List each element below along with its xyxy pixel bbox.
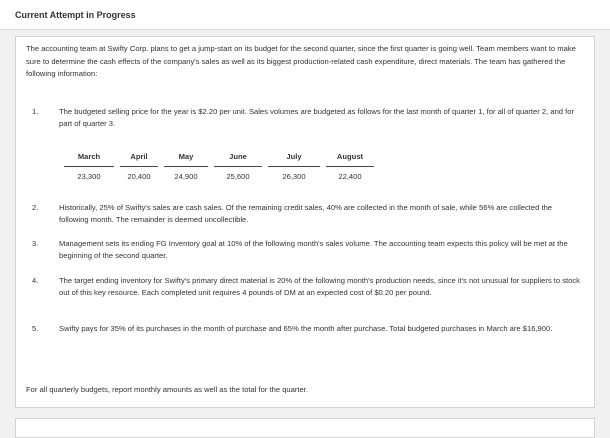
- page-header: [0, 0, 610, 30]
- table-row: [64, 166, 374, 186]
- item-number: 3.: [32, 239, 39, 248]
- footer-note: For all quarterly budgets, report monthly amounts as well as the total for the quarter.: [26, 385, 308, 394]
- column-header: May: [164, 148, 208, 166]
- page-title: Current Attempt in Progress: [15, 10, 136, 20]
- column-header: June: [214, 148, 262, 166]
- column-header: August: [326, 148, 374, 166]
- sales-volume-table: [64, 148, 374, 186]
- table-header-row: [64, 148, 374, 166]
- table-cell: 24,900: [174, 171, 198, 181]
- item-text: Management sets its ending FG Inventory goal at 10% of the following month's sales volume. The accounting team expects this policy will be met at the beginning of the second quarter.: [59, 239, 568, 260]
- item-number: 1.: [32, 107, 39, 116]
- intro-paragraph: The accounting team at Swifty Corp. plans to get a jump-start on its budget for the second quarter, since the first quarter is going well. Team members want to make sure to determine the cash effects of the company's sales as well as its biggest production-related cash expenditure, direct materials. The team has gathered the following information:: [26, 44, 576, 78]
- item-number: 5.: [32, 324, 39, 333]
- question-card: [15, 36, 595, 408]
- item-text: Swifty pays for 35% of its purchases in the month of purchase and 65% the month after purchase. Total budgeted purchases in March are $16,900.: [59, 324, 553, 333]
- item-text: The budgeted selling price for the year is $2.20 per unit. Sales volumes are budgeted as follows for the last month of quarter 1, for all of quarter 2, and for part of quarter 3.: [59, 107, 574, 128]
- item-text: Historically, 25% of Swifty's sales are cash sales. Of the remaining credit sales, 40% are collected in the month of sale, while 56% are collected the following month. The remainder is deemed uncollectible.: [59, 203, 553, 224]
- table-cell: 25,600: [226, 171, 250, 181]
- table-cell: 20,400: [127, 171, 151, 181]
- column-header: July: [268, 148, 320, 166]
- table-cell: 26,300: [282, 171, 306, 181]
- table-cell: 22,400: [338, 171, 362, 181]
- next-question-card: [15, 418, 595, 438]
- column-header: March: [64, 148, 114, 166]
- item-text: The target ending inventory for Swifty's primary direct material is 20% of the following month's production needs, since it's not unusual for suppliers to stock out of this key resource. Each completed unit requires 4 pounds of DM at an expected cost of $0.20 per pound.: [59, 276, 580, 297]
- item-number: 2.: [32, 203, 39, 212]
- table-cell: 23,300: [77, 171, 101, 181]
- item-number: 4.: [32, 276, 39, 285]
- column-header: April: [120, 148, 158, 166]
